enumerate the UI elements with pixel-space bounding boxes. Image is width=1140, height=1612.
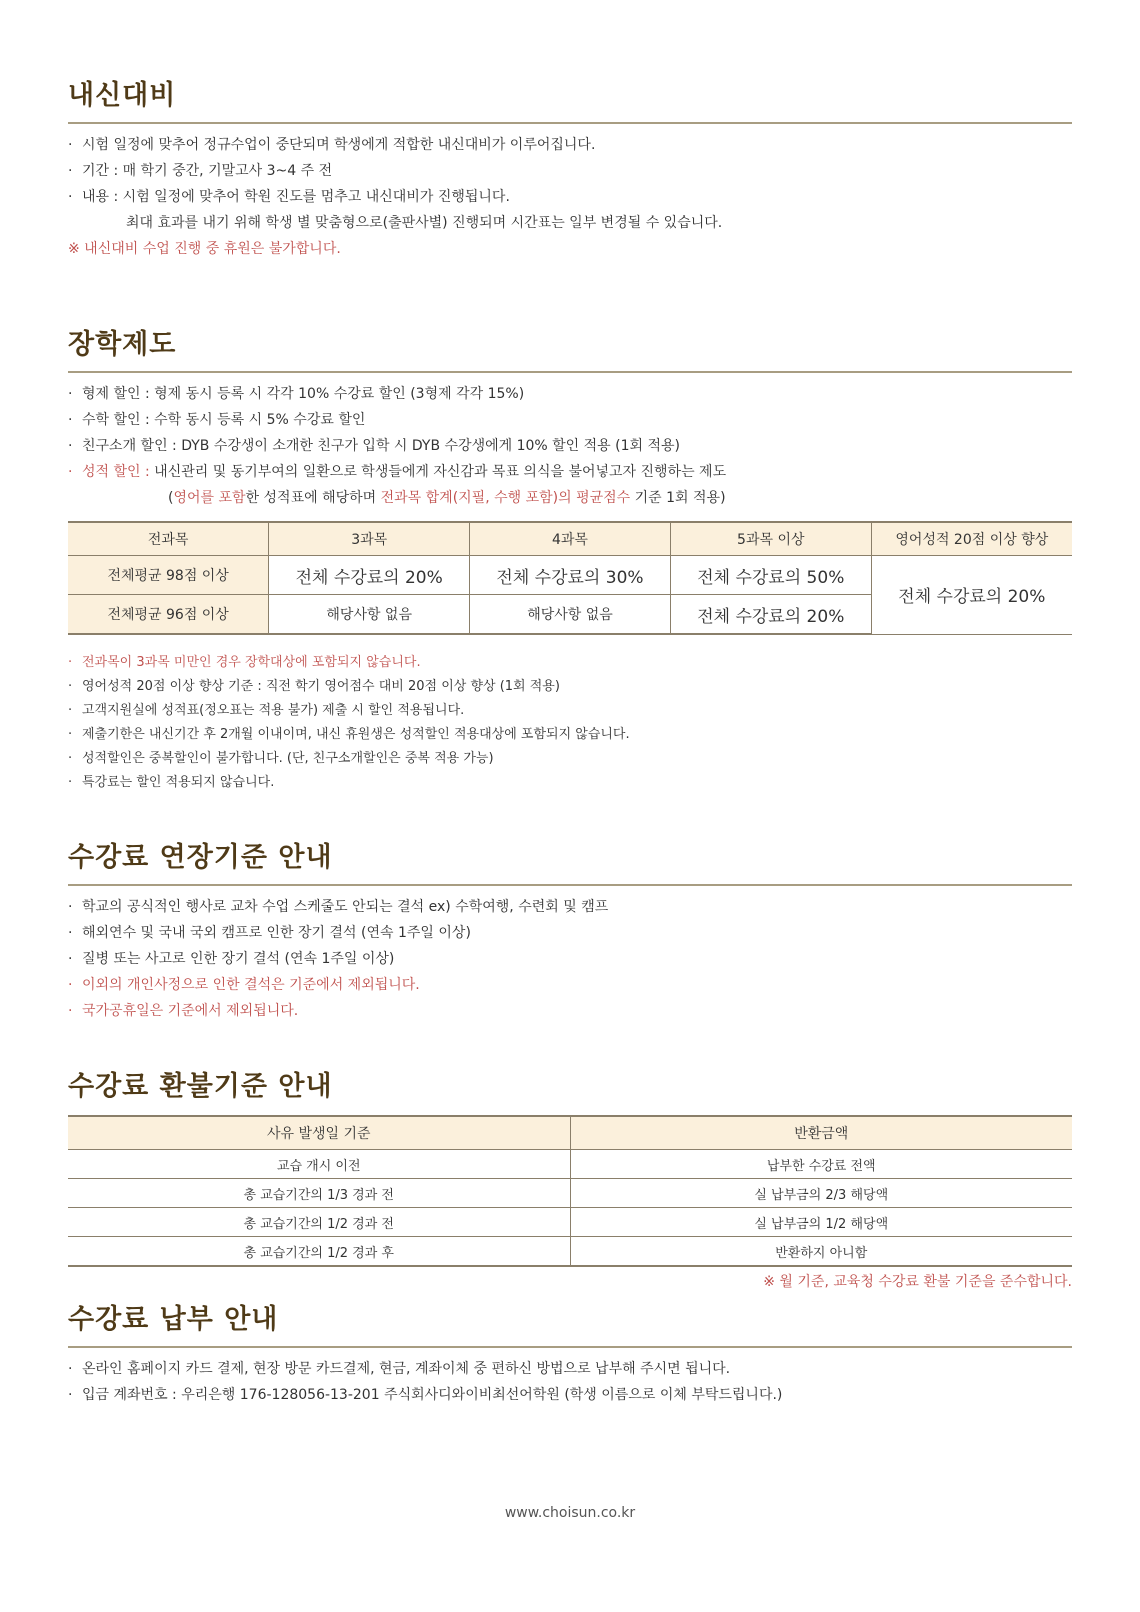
section-exam-prep — [68, 76, 1072, 262]
table-header: 4과목 — [470, 522, 671, 556]
section-title: 수강료 환불기준 안내 — [68, 1071, 333, 1102]
list-item: · 성적 할인 : 내신관리 및 동기부여의 일환으로 학생들에게 자신감과 목표 의식을 불어넣고자 진행하는 제도 — [68, 464, 727, 480]
table-header: 사유 발생일 기준 — [68, 1116, 570, 1150]
note-item: · 특강료는 할인 적용되지 않습니다. — [68, 775, 275, 790]
table-row — [68, 1208, 1072, 1237]
table-cell: 해당사항 없음 — [269, 595, 470, 635]
list-item: · 해외연수 및 국내 국외 캠프로 인한 장기 결석 (연속 1주일 이상) — [68, 925, 471, 941]
table-cell: 전체평균 98점 이상 — [68, 556, 269, 595]
table-cell: 전체 수강료의 30% — [470, 556, 671, 595]
refund-table — [68, 1115, 1072, 1267]
note-item: · 고객지원실에 성적표(정오표는 적용 불가) 제출 시 할인 적용됩니다. — [68, 703, 465, 718]
table-header: 전과목 — [68, 522, 269, 556]
table-header: 영어성적 20점 이상 향상 — [871, 522, 1072, 556]
note-item: · 성적할인은 중복할인이 불가합니다. (단, 친구소개할인은 중복 적용 가능) — [68, 751, 494, 766]
table-cell: 전체 수강료의 50% — [670, 556, 871, 595]
table-header: 반환금액 — [570, 1116, 1072, 1150]
table-cell: 반환하지 아니함 — [570, 1237, 1072, 1267]
section-extension-policy — [68, 838, 1072, 1024]
table-header-row — [68, 522, 1072, 556]
note-item: · 제출기한은 내신기간 후 2개월 이내이며, 내신 휴원생은 성적할인 적용대상에 포함되지 않습니다. — [68, 727, 630, 742]
refund-note: ※ 월 기준, 교육청 수강료 환불 기준을 준수합니다. — [763, 1274, 1072, 1290]
table-cell-merged: 전체 수강료의 20% — [871, 556, 1072, 635]
list-item: · 이외의 개인사정으로 인한 결석은 기준에서 제외됩니다. — [68, 977, 420, 993]
section-title: 내신대비 — [68, 80, 177, 111]
divider — [68, 1346, 1072, 1348]
list-item: · 기간 : 매 학기 중간, 기말고사 3~4 주 전 — [68, 163, 333, 179]
list-item: · 내용 : 시험 일정에 맞추어 학원 진도를 멈추고 내신대비가 진행됩니다. — [68, 189, 510, 205]
list-item: · 형제 할인 : 형제 동시 등록 시 각각 10% 수강료 할인 (3형제 각각 15%) — [68, 386, 525, 402]
table-cell: 전체 수강료의 20% — [269, 556, 470, 595]
table-row — [68, 1237, 1072, 1267]
list-item-continued: (영어를 포함한 성적표에 해당하며 전과목 합계(지필, 수행 포함)의 평균점수 기준 1회 적용) — [168, 490, 726, 506]
table-header: 3과목 — [269, 522, 470, 556]
section-payment-info — [68, 1300, 1072, 1408]
note-item: · 전과목이 3과목 미만인 경우 장학대상에 포함되지 않습니다. — [68, 655, 421, 670]
section-title: 수강료 납부 안내 — [68, 1304, 279, 1335]
divider — [68, 884, 1072, 886]
list-item: · 친구소개 할인 : DYB 수강생이 소개한 친구가 입학 시 DYB 수강생에게 10% 할인 적용 (1회 적용) — [68, 438, 681, 454]
list-item: · 수학 할인 : 수학 동시 등록 시 5% 수강료 할인 — [68, 412, 366, 428]
note-item: · 영어성적 20점 이상 향상 기준 : 직전 학기 영어점수 대비 20점 이상 향상 (1회 적용) — [68, 679, 560, 694]
list-item: · 국가공휴일은 기준에서 제외됩니다. — [68, 1003, 299, 1019]
table-header-row — [68, 1116, 1072, 1150]
list-item: · 질병 또는 사고로 인한 장기 결석 (연속 1주일 이상) — [68, 951, 395, 967]
table-row — [68, 556, 1072, 595]
list-item: · 온라인 홈페이지 카드 결제, 현장 방문 카드결제, 현금, 계좌이체 중 편하신 방법으로 납부해 주시면 됩니다. — [68, 1361, 731, 1377]
divider — [68, 371, 1072, 373]
list-item: · 시험 일정에 맞추어 정규수업이 중단되며 학생에게 적합한 내신대비가 이루어집니다. — [68, 137, 596, 153]
table-cell: 실 납부금의 2/3 해당액 — [570, 1179, 1072, 1208]
table-cell: 총 교습기간의 1/2 경과 후 — [68, 1237, 570, 1267]
section-refund-policy — [68, 1067, 1072, 1295]
table-cell: 실 납부금의 1/2 해당액 — [570, 1208, 1072, 1237]
table-cell: 총 교습기간의 1/3 경과 전 — [68, 1179, 570, 1208]
list-item: · 입금 계좌번호 : 우리은행 176-128056-13-201 주식회사디와이비최선어학원 (학생 이름으로 이체 부탁드립니다.) — [68, 1387, 783, 1403]
list-item-continued: 최대 효과를 내기 위해 학생 별 맞춤형으로(출판사별) 진행되며 시간표는 일부 변경될 수 있습니다. — [126, 215, 723, 231]
section-title: 수강료 연장기준 안내 — [68, 842, 333, 873]
section-title: 장학제도 — [68, 329, 177, 360]
table-row — [68, 1179, 1072, 1208]
warning-note: ※ 내신대비 수업 진행 중 휴원은 불가합니다. — [68, 241, 341, 257]
table-header: 5과목 이상 — [670, 522, 871, 556]
table-cell: 납부한 수강료 전액 — [570, 1150, 1072, 1179]
table-cell: 해당사항 없음 — [470, 595, 671, 635]
table-cell: 교습 개시 이전 — [68, 1150, 570, 1179]
table-cell: 총 교습기간의 1/2 경과 전 — [68, 1208, 570, 1237]
table-cell: 전체평균 96점 이상 — [68, 595, 269, 635]
footer-website-link[interactable]: www.choisun.co.kr — [504, 1505, 636, 1521]
divider — [68, 122, 1072, 124]
table-cell: 전체 수강료의 20% — [670, 595, 871, 635]
table-row — [68, 1150, 1072, 1179]
list-item: · 학교의 공식적인 행사로 교차 수업 스케줄도 안되는 결석 ex) 수학여행, 수련회 및 캠프 — [68, 899, 609, 915]
section-scholarship — [68, 325, 1072, 795]
scholarship-table — [68, 521, 1072, 635]
